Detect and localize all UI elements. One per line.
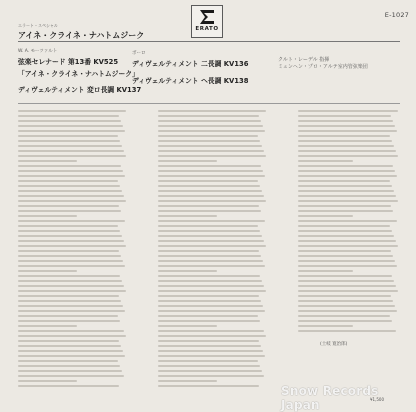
- left-column-text-line: [18, 140, 120, 142]
- composer-2: ボーロ: [132, 51, 146, 56]
- middle-column-text-line: [158, 155, 266, 157]
- left-column-text-line: [18, 235, 122, 237]
- right-column-text-line: [298, 225, 390, 227]
- left-column-text-line: [18, 315, 118, 317]
- right-column-text-line: [298, 170, 395, 172]
- middle-column-text-line: [158, 385, 259, 387]
- middle-column-text-line: [158, 220, 265, 222]
- logo-brand-text: ERATO: [195, 26, 219, 32]
- left-column-text-line: [18, 375, 124, 377]
- left-column-text-line: [18, 385, 119, 387]
- right-column-text-line: [298, 295, 391, 297]
- middle-column-text-line: [158, 125, 263, 127]
- album-title: アイネ・クライネ・ナハトムジーク: [18, 31, 145, 40]
- right-column-text-line: [298, 135, 390, 137]
- middle-column-text-line: [158, 150, 264, 152]
- middle-column-text-line: [158, 300, 261, 302]
- middle-column-text-line: [158, 195, 264, 197]
- left-column-text-line: [18, 320, 120, 322]
- middle-column-text-line: [158, 235, 262, 237]
- work-left-2: 「アイネ・クライネ・ナハトムジーク」: [18, 70, 139, 78]
- left-column-text-line: [18, 265, 125, 267]
- middle-column-text-line: [158, 380, 217, 382]
- right-column-text-line: [298, 190, 394, 192]
- middle-column-text-line: [158, 290, 266, 292]
- middle-column-text-line: [158, 270, 217, 272]
- left-column-text-line: [18, 150, 124, 152]
- left-column-text-line: [18, 220, 125, 222]
- middle-column-text-line: [158, 225, 258, 227]
- work-right-2: ディヴェルティメント へ長調 KV138: [132, 77, 249, 85]
- left-column-text-line: [18, 195, 124, 197]
- middle-column-text-line: [158, 170, 263, 172]
- middle-column-text-line: [158, 115, 259, 117]
- right-column-text-line: [298, 310, 397, 312]
- work-right-1: ディヴェルティメント 二長調 KV136: [132, 60, 249, 68]
- right-column-text-line: [298, 130, 397, 132]
- right-column-text-line: [298, 300, 393, 302]
- middle-column-text-line: [158, 370, 262, 372]
- middle-column-text-line: [158, 110, 266, 112]
- right-column-text-line: [298, 265, 397, 267]
- series-label: エラート・スペシャル: [18, 23, 58, 28]
- middle-column-text-line: [158, 295, 259, 297]
- middle-column-text-line: [158, 215, 217, 217]
- middle-column-text-line: [158, 355, 265, 357]
- middle-column-text-line: [158, 305, 263, 307]
- right-column-text-line: [298, 120, 393, 122]
- watermark-text: Snow Records Japan: [281, 384, 379, 412]
- right-column-text-line: [298, 210, 393, 212]
- middle-column-text-line: [158, 165, 261, 167]
- left-column-text-line: [18, 310, 125, 312]
- middle-column-text-line: [158, 230, 260, 232]
- left-column-text-line: [18, 340, 119, 342]
- left-column-text-line: [18, 275, 120, 277]
- left-column-text-line: [18, 350, 123, 352]
- middle-column-text-line: [158, 315, 258, 317]
- middle-column-text-line: [158, 365, 260, 367]
- right-column-text-line: [298, 255, 393, 257]
- left-column-text-line: [18, 120, 121, 122]
- middle-column-text-line: [158, 375, 264, 377]
- middle-column-text-line: [158, 310, 265, 312]
- left-column-text-line: [18, 135, 118, 137]
- right-column-text-line: [298, 140, 392, 142]
- right-column-text-line: [298, 150, 396, 152]
- middle-column-text-line: [158, 360, 258, 362]
- left-column-text-line: [18, 290, 126, 292]
- left-column-text-line: [18, 155, 126, 157]
- left-column-text-line: [18, 180, 118, 182]
- performer-orchestra: ミュンヘン・プロ・アルテ室内管弦楽団: [278, 64, 368, 70]
- right-column-text-line: [298, 155, 398, 157]
- performer-conductor: クルト・レーデル 指揮: [278, 57, 330, 63]
- middle-column-text-line: [158, 345, 261, 347]
- left-column-text-line: [18, 175, 125, 177]
- left-column-text-line: [18, 110, 126, 112]
- left-column-text-line: [18, 285, 124, 287]
- middle-column-text-line: [158, 275, 260, 277]
- right-column-text-line: [298, 240, 396, 242]
- right-column-text-line: [298, 305, 395, 307]
- middle-column-text-line: [158, 180, 258, 182]
- left-column-text-line: [18, 245, 126, 247]
- work-left-1: 弦楽セレナード 第13番 KV525: [18, 58, 119, 66]
- left-column-text-line: [18, 190, 122, 192]
- left-column-text-line: [18, 335, 126, 337]
- middle-column-text-line: [158, 255, 261, 257]
- middle-column-text-line: [158, 320, 260, 322]
- right-column-text-line: [298, 185, 392, 187]
- right-column-text-line: [298, 260, 395, 262]
- middle-column-text-line: [158, 160, 217, 162]
- middle-column-text-line: [158, 120, 261, 122]
- right-column-text-line: [298, 230, 392, 232]
- right-column-text-line: [298, 175, 397, 177]
- left-column-text-line: [18, 215, 77, 217]
- author-signature: (土岐 寛治郎): [320, 342, 348, 347]
- catalog-number: E-1027: [384, 11, 409, 19]
- middle-column-text-line: [158, 260, 263, 262]
- left-column-text-line: [18, 115, 119, 117]
- body-rule: [18, 103, 400, 104]
- right-column-text-line: [298, 165, 393, 167]
- price: ¥1,500: [370, 397, 384, 402]
- work-left-3: ディヴェルティメント 変ロ長調 KV137: [18, 86, 142, 94]
- left-column-text-line: [18, 370, 122, 372]
- right-column-text-line: [298, 270, 353, 272]
- middle-column-text-line: [158, 245, 266, 247]
- right-column-text-line: [298, 315, 390, 317]
- right-column-text-line: [298, 110, 398, 112]
- left-column-text-line: [18, 240, 124, 242]
- middle-column-text-line: [158, 240, 264, 242]
- middle-column-text-line: [158, 185, 260, 187]
- left-column-text-line: [18, 145, 122, 147]
- left-column-text-line: [18, 380, 77, 382]
- left-column-text-line: [18, 295, 119, 297]
- right-column-text-line: [298, 160, 353, 162]
- left-column-text-line: [18, 185, 120, 187]
- left-column-text-line: [18, 225, 118, 227]
- middle-column-text-line: [158, 205, 259, 207]
- left-column-text-line: [18, 260, 123, 262]
- middle-column-text-line: [158, 280, 262, 282]
- left-column-text-line: [18, 200, 126, 202]
- left-column-text-line: [18, 205, 119, 207]
- middle-column-text-line: [158, 135, 258, 137]
- right-column-text-line: [298, 280, 394, 282]
- right-column-text-line: [298, 115, 391, 117]
- middle-column-text-line: [158, 145, 262, 147]
- right-column-text-line: [298, 220, 397, 222]
- right-column-text-line: [298, 195, 396, 197]
- left-column-text-line: [18, 330, 124, 332]
- middle-column-text-line: [158, 250, 259, 252]
- middle-column-text-line: [158, 130, 265, 132]
- left-column-text-line: [18, 170, 123, 172]
- middle-column-text-line: [158, 330, 264, 332]
- right-column-text-line: [298, 125, 395, 127]
- left-column-text-line: [18, 355, 125, 357]
- middle-column-text-line: [158, 140, 260, 142]
- left-column-text-line: [18, 280, 122, 282]
- right-column-text-line: [298, 200, 398, 202]
- middle-column-text-line: [158, 175, 265, 177]
- right-column-text-line: [298, 245, 398, 247]
- left-column-text-line: [18, 230, 120, 232]
- right-column-text-line: [298, 145, 394, 147]
- middle-column-text-line: [158, 350, 263, 352]
- middle-column-text-line: [158, 325, 217, 327]
- right-column-text-line: [298, 325, 353, 327]
- left-column-text-line: [18, 360, 118, 362]
- title-rule: [18, 41, 400, 42]
- middle-column-text-line: [158, 340, 259, 342]
- middle-column-text-line: [158, 265, 265, 267]
- left-column-text-line: [18, 305, 123, 307]
- left-column-text-line: [18, 125, 123, 127]
- left-column-text-line: [18, 165, 121, 167]
- left-column-text-line: [18, 250, 119, 252]
- right-column-text-line: [298, 285, 396, 287]
- middle-column-text-line: [158, 200, 266, 202]
- middle-column-text-line: [158, 190, 262, 192]
- middle-column-text-line: [158, 210, 261, 212]
- right-column-text-line: [298, 205, 391, 207]
- composer-1: W. A. モーツァルト: [18, 49, 58, 54]
- erato-logo: [191, 5, 223, 38]
- right-column-text-line: [298, 250, 391, 252]
- left-column-text-line: [18, 130, 125, 132]
- left-column-text-line: [18, 325, 77, 327]
- right-column-text-line: [298, 290, 398, 292]
- right-column-text-line: [298, 215, 353, 217]
- right-column-text-line: [298, 330, 396, 332]
- right-column-text-line: [298, 180, 390, 182]
- right-column-text-line: [298, 320, 392, 322]
- sigma-icon: [198, 9, 216, 25]
- middle-column-text-line: [158, 285, 264, 287]
- right-column-text-line: [298, 275, 392, 277]
- left-column-text-line: [18, 345, 121, 347]
- left-column-text-line: [18, 300, 121, 302]
- left-column-text-line: [18, 210, 121, 212]
- left-column-text-line: [18, 255, 121, 257]
- left-column-text-line: [18, 270, 77, 272]
- left-column-text-line: [18, 365, 120, 367]
- right-column-text-line: [298, 235, 394, 237]
- middle-column-text-line: [158, 335, 266, 337]
- left-column-text-line: [18, 160, 77, 162]
